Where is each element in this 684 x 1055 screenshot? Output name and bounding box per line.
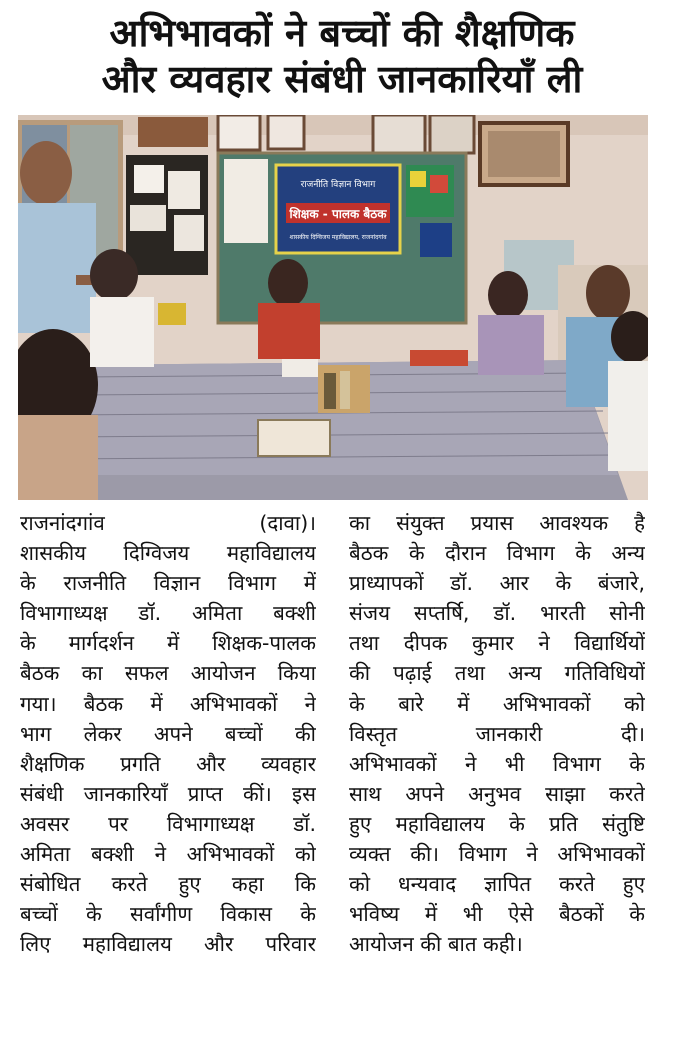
article-line: भविष्य में भी ऐसे बैठकों के: [349, 902, 645, 927]
article-line: भाग लेकर अपने बच्चों की: [20, 721, 316, 746]
article-line: शैक्षणिक प्रगति और व्यवहार: [20, 751, 316, 776]
dateline-source: (दावा)।: [259, 511, 316, 535]
article-line: के मार्गदर्शन में शिक्षक-पालक: [20, 631, 316, 656]
headline-line-2: और व्यवहार संबंधी जानकारियाँ ली: [101, 57, 583, 101]
article-line: प्राध्यापकों डॉ. आर के बंजारे,: [349, 571, 645, 596]
article-line: संजय सप्तर्षि, डॉ. भारती सोनी: [349, 601, 645, 626]
article-line: संबोधित करते हुए कहा कि: [20, 872, 316, 897]
article-line: विस्तृत जानकारी दी।: [349, 721, 645, 746]
article-column-right: [349, 508, 645, 959]
dateline-place: राजनांदगांव: [20, 511, 105, 535]
meeting-scene: [18, 115, 648, 500]
article-line: बच्चों के सर्वांगीण विकास के: [20, 902, 316, 927]
article-line: अमिता बक्शी ने अभिभावकों को: [20, 842, 316, 867]
article-line: व्यक्त की। विभाग ने अभिभावकों: [349, 842, 645, 867]
article-line: गया। बैठक में अभिभावकों ने: [20, 691, 316, 716]
banner-line-2: शिक्षक - पालक बैठक: [289, 207, 387, 221]
article-line: की पढ़ाई तथा अन्य गतिविधियों: [349, 661, 645, 686]
headline-line-1: अभिभावकों ने बच्चों की शैक्षणिक: [109, 11, 575, 55]
article-line: हुए महाविद्यालय के प्रति संतुष्टि: [349, 811, 645, 836]
banner-line-3: शासकीय दिग्विजय महाविद्यालय, राजनांदगांव: [289, 234, 387, 241]
article-line: संबंधी जानकारियाँ प्राप्त कीं। इस: [20, 781, 316, 806]
article-line: के बारे में अभिभावकों को: [349, 691, 645, 716]
article-line: साथ अपने अनुभव साझा करते: [349, 781, 645, 806]
banner-line-1: राजनीति विज्ञान विभाग: [300, 180, 376, 190]
article-line: के राजनीति विज्ञान विभाग में: [20, 571, 316, 596]
article-line: विभागाध्यक्ष डॉ. अमिता बक्शी: [20, 601, 316, 626]
news-photo: [18, 115, 648, 500]
article-line: का संयुक्त प्रयास आवश्यक है: [349, 511, 645, 535]
dateline: [20, 508, 316, 538]
headline: [0, 10, 684, 102]
article-line: को धन्यवाद ज्ञापित करते हुए: [349, 872, 645, 897]
article-line: अभिभावकों ने भी विभाग के: [349, 751, 645, 776]
article-line: बैठक के दौरान विभाग के अन्य: [349, 541, 645, 566]
article-line: लिए महाविद्यालय और परिवार: [20, 932, 316, 957]
article-column-left: [20, 508, 316, 959]
article-line: तथा दीपक कुमार ने विद्यार्थियों: [349, 631, 645, 656]
article-line: अवसर पर विभागाध्यक्ष डॉ.: [20, 811, 316, 836]
article-line: आयोजन की बात कही।: [349, 932, 523, 957]
article-line: शासकीय दिग्विजय महाविद्यालय: [20, 541, 316, 566]
article-line: बैठक का सफल आयोजन किया: [20, 661, 316, 686]
